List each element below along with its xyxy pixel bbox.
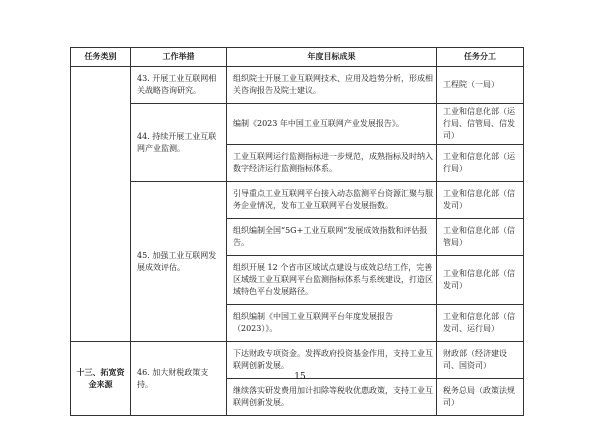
measure-cell: 44. 持续开展工业互联网产业监测。: [131, 104, 227, 182]
task-cell: 工业和信息化部（运行局）: [437, 145, 524, 182]
header-task-category: 任务类别: [71, 48, 131, 67]
task-cell: 工业和信息化部（信发司、运行局）: [437, 305, 524, 342]
measure-cell: 43. 开展工业互联网相关战略咨询研究。: [131, 67, 227, 104]
goal-cell: 引导重点工业互联网平台接入动态监测平台资源汇聚与服务企业情况，发布工业互联网平台发展指数。: [227, 182, 437, 219]
table-header-row: [71, 48, 524, 67]
goal-cell: 组织院士开展工业互联网技术、应用及趋势分析，形成相关咨询报告及院士建议。: [227, 67, 437, 104]
goal-cell: 组织编制全国“5G+工业互联网”发展成效指数和评估报告。: [227, 219, 437, 256]
category-cell: 十三、拓宽资金来源: [71, 342, 131, 416]
header-task-division: 任务分工: [437, 48, 524, 67]
task-cell: 工业和信息化部（信发司）: [437, 182, 524, 219]
table-row: [71, 104, 524, 145]
goal-cell: 工业互联网运行监测指标进一步规范，成熟指标及时纳入数字经济运行监测指标体系。: [227, 145, 437, 182]
page-number: 15: [294, 372, 306, 382]
table-row: [71, 67, 524, 104]
goal-cell: 编制《2023 年中国工业互联网产业发展报告》。: [227, 104, 437, 145]
task-cell: 工业和信息化部（运行局、信管局、信发司）: [437, 104, 524, 145]
goal-cell: 下达财政专项资金。发挥政府投资基金作用，支持工业互联网创新发展。: [227, 342, 437, 379]
task-cell: 财政部（经济建设司、国资司）: [437, 342, 524, 379]
task-cell: 工程院（一局）: [437, 67, 524, 104]
table-row: [71, 182, 524, 219]
measure-cell: 46. 加大财税政策支持。: [131, 342, 227, 416]
goal-cell: 组织开展 12 个省市区域试点建设与成效总结工作，完善区域级工业互联网平台监测指标体系与系统建设，打造区域特色平台发展路径。: [227, 256, 437, 305]
task-cell: 工业和信息化部（信管局）: [437, 219, 524, 256]
header-work-measure: 工作举措: [131, 48, 227, 67]
header-annual-goal: 年度目标成果: [227, 48, 437, 67]
goal-cell: 组织编制《中国工业互联网平台年度发展报告（2023）》。: [227, 305, 437, 342]
task-table: [70, 47, 524, 416]
goal-cell: 继续落实研发费用加计扣除等税收优惠政策，支持工业互联网创新发展。: [227, 379, 437, 416]
measure-cell: 45. 加强工业互联网发展成效评估。: [131, 182, 227, 342]
task-cell: 工业和信息化部（信发司）: [437, 256, 524, 305]
task-cell: 税务总局（政策法规司）: [437, 379, 524, 416]
category-cell-empty: [71, 67, 131, 342]
